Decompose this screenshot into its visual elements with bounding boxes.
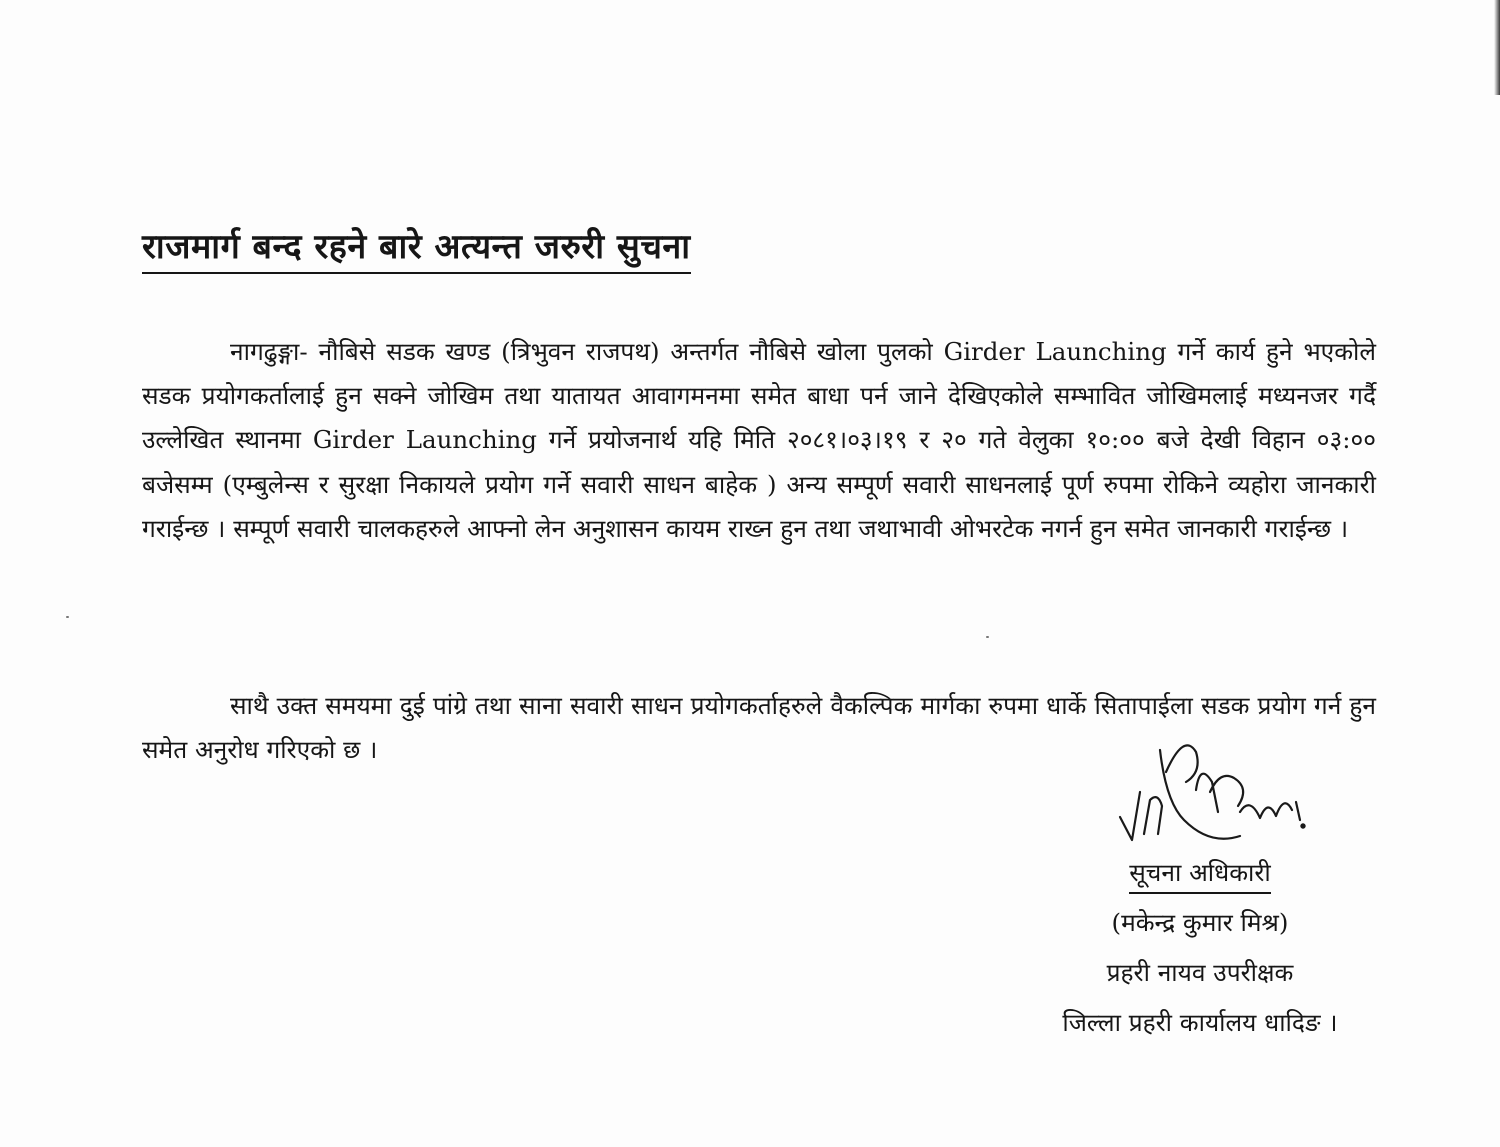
notice-paragraph-1: नागढुङ्गा- नौबिसे सडक खण्ड (त्रिभुवन राजपथ) अन्तर्गत नौबिसे खोला पुलको Girder Launching गर्ने कार्य हुने भएकोले सडक प्रयोगकर्तालाई हुन सक्ने जोखिम तथा यातायत आवागमनमा समेत बाधा पर्न जाने देखिएकोले सम्भावित जोखिमलाई मध्यनजर गर्दै उल्लेखित स्थानमा Girder Launching गर्ने प्रयोजनार्थ यहि मिति २०८१।०३।१९ र २० गते वेलुका १०:०० बजे देखी विहान ०३:०० बजेसम्म (एम्बुलेन्स र सुरक्षा निकायले प्रयोग गर्ने सवारी साधन बाहेक ) अन्य सम्पूर्ण सवारी साधनलाई पूर्ण रुपमा रोकिने व्यहोरा जानकारी गराईन्छ । सम्पूर्ण सवारी चालकहरुले आफ्नो लेन अनुशासन कायम राख्न हुन तथा जथाभावी ओभरटेक नगर्न हुन समेत जानकारी गराईन्छ । <box>142 337 1376 543</box>
signatory-name: (मकेन्द्र कुमार मिश्र) <box>1111 908 1289 937</box>
signatory-rank: प्रहरी नायव उपरीक्षक <box>1106 958 1294 987</box>
notice-paragraph-2: साथै उक्त समयमा दुई पांग्रे तथा साना सवारी साधन प्रयोगकर्ताहरुले वैकल्पिक मार्गका रुपमा धार्के सितापाईला सडक प्रयोग गर्न हुन समेत अनुरोध गरिएको छ । <box>142 691 1376 765</box>
signatory-block <box>1020 848 1380 1048</box>
signatory-office: जिल्ला प्रहरी कार्यालय धादिङ । <box>1062 1008 1338 1037</box>
notice-title: राजमार्ग बन्द रहने बारे अत्यन्त जरुरी सुचना <box>142 222 691 274</box>
signatory-title: सूचना अधिकारी <box>1129 854 1271 894</box>
scan-edge-shadow <box>1494 0 1500 95</box>
scan-speck <box>986 636 989 638</box>
scan-speck <box>66 616 69 618</box>
